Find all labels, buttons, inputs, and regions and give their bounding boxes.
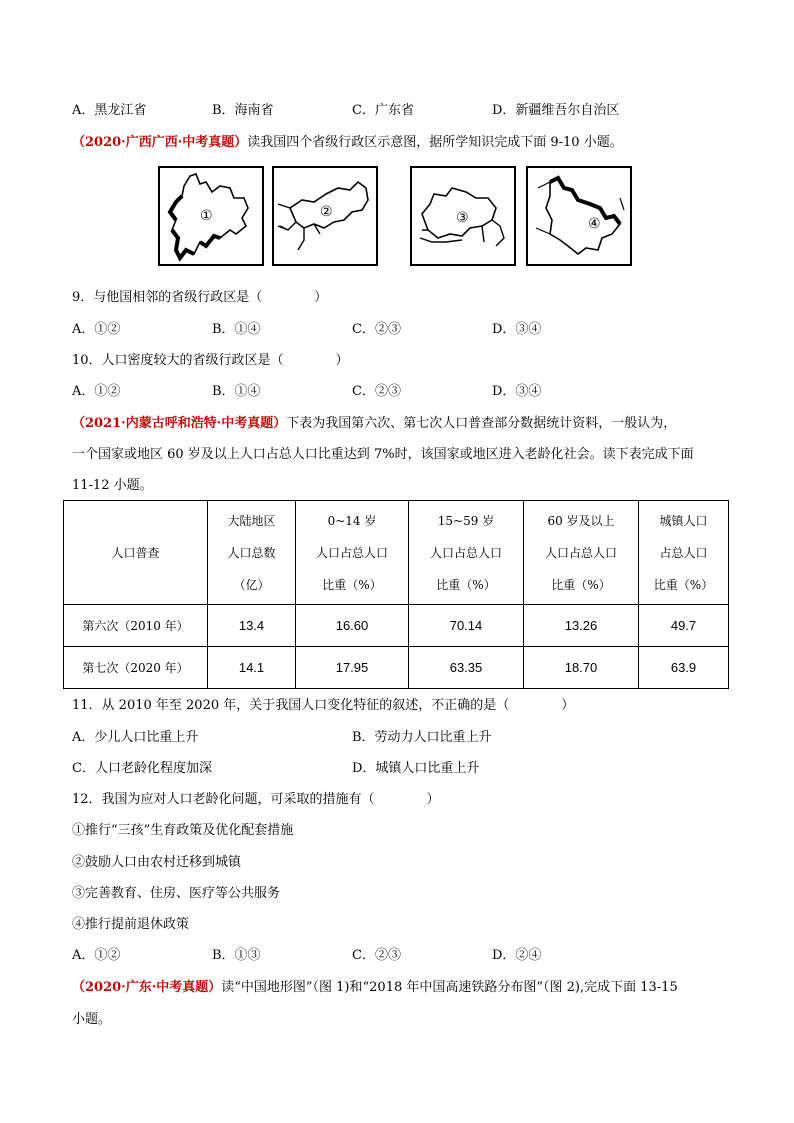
- table-cell: 70.14: [409, 605, 524, 647]
- map-box-3: [410, 166, 516, 266]
- header-age-15-59: 15~59 岁 人口占总人口 比重（%）: [409, 501, 524, 605]
- map-label-4: ④: [588, 216, 601, 232]
- census-table: [63, 500, 729, 689]
- table-cell: 17.95: [296, 647, 409, 689]
- header-age-60-plus: 60 岁及以上 人口占总人口 比重（%）: [524, 501, 639, 605]
- q11-option-b[interactable]: B．劳动力人口比重上升: [352, 730, 492, 745]
- q12-item-4: ④推行提前退休政策: [72, 917, 190, 932]
- table-cell: 14.1: [208, 647, 296, 689]
- hunan-outline-icon: [412, 168, 514, 264]
- map-label-2: ②: [320, 204, 333, 220]
- yunnan-outline-icon: [160, 168, 262, 264]
- group1-intro: [72, 135, 623, 151]
- group2-source: （2021·内蒙古呼和浩特·中考真题）: [72, 416, 287, 431]
- map-label-3: ③: [456, 210, 469, 226]
- guangdong-outline-icon: [274, 168, 376, 264]
- header-age-0-14: 0~14 岁 人口占总人口 比重（%）: [296, 501, 409, 605]
- q9-option-a[interactable]: A．①②: [72, 322, 121, 337]
- heilongjiang-outline-icon: [528, 168, 630, 264]
- q10-option-a[interactable]: A．①②: [72, 384, 121, 399]
- table-header-row: [64, 501, 729, 605]
- table-row: [64, 647, 729, 689]
- q11-stem: 11．从 2010 年至 2020 年，关于我国人口变化特征的叙述，不正确的是（ ）: [72, 698, 575, 713]
- q8-option-c[interactable]: C．广东省: [352, 103, 414, 118]
- group2-intro-line3: 11-12 小题。: [72, 478, 153, 493]
- header-total-population: 大陆地区 人口总数 （亿）: [208, 501, 296, 605]
- map-box-1: [158, 166, 264, 266]
- map-box-2: [272, 166, 378, 266]
- group3-intro-line1: [72, 980, 678, 996]
- group3-intro-line2: 小题。: [72, 1012, 112, 1027]
- group1-source: （2020·广西广西·中考真题）: [72, 135, 248, 150]
- group2-intro-line1: [72, 416, 676, 432]
- q12-option-a[interactable]: A．①②: [72, 948, 121, 963]
- group2-text-line1: 下表为我国第六次、第七次人口普查部分数据统计资料，一般认为，: [286, 416, 677, 431]
- table-cell: 16.60: [296, 605, 409, 647]
- q12-option-b[interactable]: B．①③: [212, 948, 261, 963]
- table-cell: 63.35: [409, 647, 524, 689]
- table-cell: 13.26: [524, 605, 639, 647]
- table-cell: 13.4: [208, 605, 296, 647]
- q10-option-c[interactable]: C．②③: [352, 384, 401, 399]
- q12-item-1: ①推行“三孩”生育政策及优化配套措施: [72, 823, 294, 838]
- header-urban-population: 城镇人口 占总人口 比重（%）: [639, 501, 729, 605]
- table-cell: 63.9: [639, 647, 729, 689]
- group2-intro-line2: 一个国家或地区 60 岁及以上人口占总人口比重达到 7%时，该国家或地区进入老龄化社会。读下表完成下面: [72, 447, 694, 462]
- q11-option-c[interactable]: C．人口老龄化程度加深: [72, 761, 212, 776]
- province-maps: [158, 166, 638, 270]
- table-corner: 人口普查: [64, 501, 208, 605]
- group3-source: （2020·广东·中考真题）: [72, 980, 222, 995]
- group3-text-line1: 读“中国地形图”（图 1)和“2018 年中国高速铁路分布图”（图 2),完成下面 13-15: [221, 980, 678, 995]
- q12-option-c[interactable]: C．②③: [352, 948, 401, 963]
- q8-option-d[interactable]: D．新疆维吾尔自治区: [492, 103, 620, 118]
- q9-option-c[interactable]: C．②③: [352, 322, 401, 337]
- row-label: 第七次（2020 年）: [64, 647, 208, 689]
- map-box-4: [526, 166, 632, 266]
- q8-option-a[interactable]: A．黑龙江省: [72, 103, 147, 118]
- q10-stem: 10．人口密度较大的省级行政区是（ ）: [72, 353, 349, 368]
- table-cell: 18.70: [524, 647, 639, 689]
- q11-option-a[interactable]: A．少儿人口比重上升: [72, 730, 199, 745]
- q9-option-b[interactable]: B．①④: [212, 322, 261, 337]
- q12-stem: 12．我国为应对人口老龄化问题，可采取的措施有（ ）: [72, 792, 440, 807]
- q12-item-2: ②鼓励人口由农村迁移到城镇: [72, 855, 242, 870]
- q10-option-b[interactable]: B．①④: [212, 384, 261, 399]
- map-label-1: ①: [200, 208, 213, 224]
- q8-option-b[interactable]: B．海南省: [212, 103, 274, 118]
- q12-item-3: ③完善教育、住房、医疗等公共服务: [72, 886, 281, 901]
- row-label: 第六次（2010 年）: [64, 605, 208, 647]
- q12-option-d[interactable]: D．②④: [492, 948, 542, 963]
- q9-stem: 9．与他国相邻的省级行政区是（ ）: [72, 290, 328, 305]
- table-row: [64, 605, 729, 647]
- q11-option-d[interactable]: D．城镇人口比重上升: [352, 761, 480, 776]
- group1-text: 读我国四个省级行政区示意图，据所学知识完成下面 9-10 小题。: [247, 135, 623, 150]
- table-cell: 49.7: [639, 605, 729, 647]
- q10-option-d[interactable]: D．③④: [492, 384, 542, 399]
- q9-option-d[interactable]: D．③④: [492, 322, 542, 337]
